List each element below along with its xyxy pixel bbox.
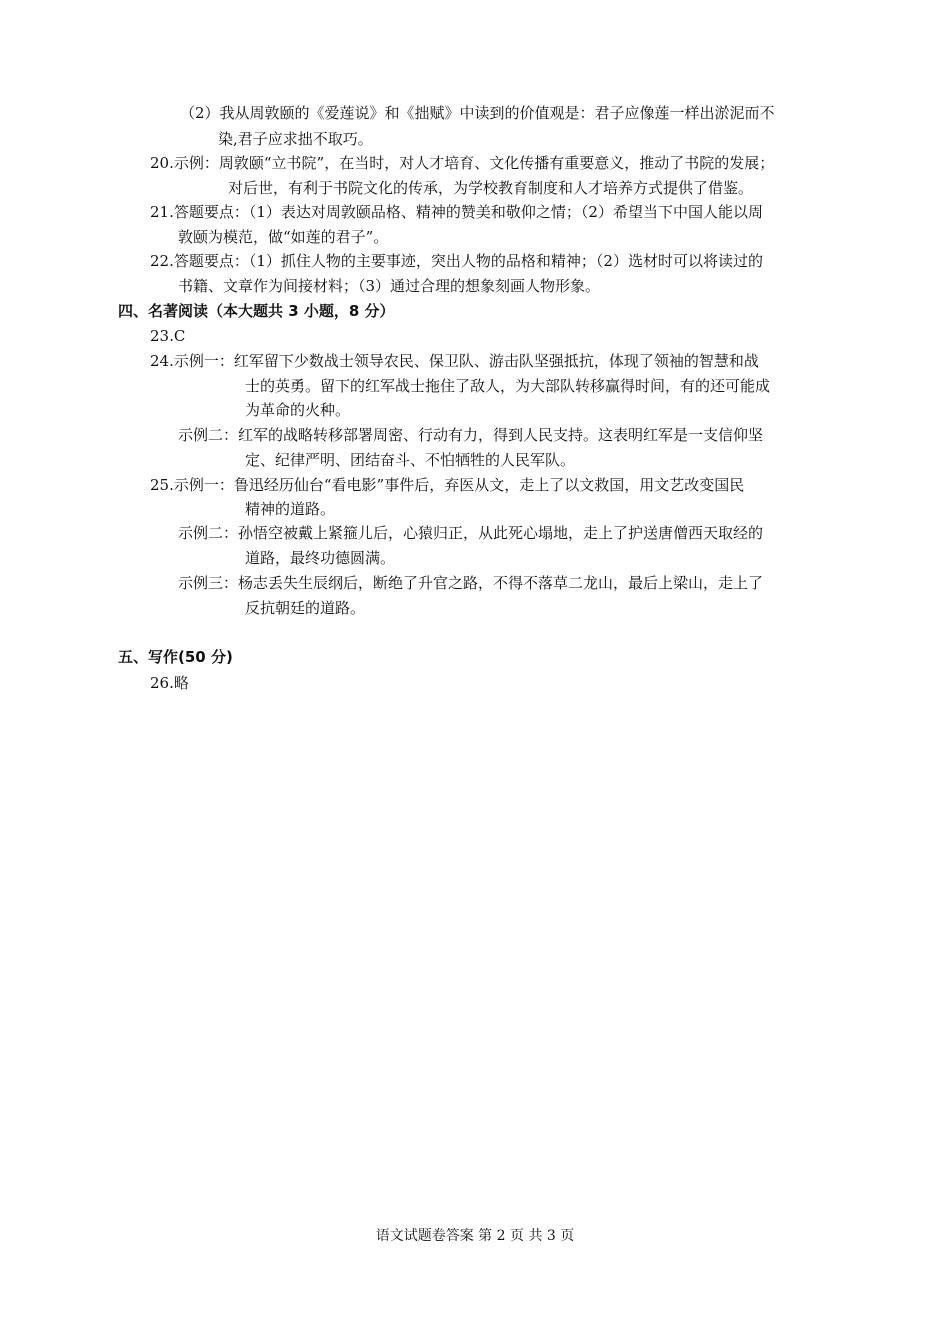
q24-example1-line1: 24.示例一：红军留下少数战士领导农民、保卫队、游击队坚强抵抗，体现了领袖的智慧和战 xyxy=(150,352,759,370)
section-5-heading: 五、写作(50 分) xyxy=(118,648,233,666)
q25-example2-line2: 道路，最终功德圆满。 xyxy=(245,549,396,567)
q20-line1: 20.示例：周敦颐“立书院”，在当时，对人才培育、文化传播有重要意义，推动了书院的发展； xyxy=(150,154,775,172)
q25-example2-line1: 示例二：孙悟空被戴上紧箍儿后，心猿归正，从此死心塌地，走上了护送唐僧西天取经的 xyxy=(178,524,764,542)
q23-answer: 23.C xyxy=(150,327,186,345)
q21-line1: 21.答题要点：（1）表达对周敦颐品格、精神的赞美和敬仰之情；（2）希望当下中国人能以周 xyxy=(150,203,763,221)
q24-example2-line2: 定、纪律严明、团结奋斗、不怕牺牲的人民军队。 xyxy=(245,451,576,469)
q25-example3-line1: 示例三：杨志丢失生辰纲后，断绝了升官之路，不得不落草二龙山，最后上梁山，走上了 xyxy=(178,574,764,592)
q25-example3-line2: 反抗朝廷的道路。 xyxy=(245,599,366,617)
q22-line2: 书籍、文章作为间接材料；（3）通过合理的想象刻画人物形象。 xyxy=(178,277,601,295)
q25-example1-line2: 精神的道路。 xyxy=(245,500,336,518)
q24-example2-line1: 示例二：红军的战略转移部署周密、行动有力，得到人民支持。这表明红军是一支信仰坚 xyxy=(178,426,764,444)
q26-answer: 26.略 xyxy=(150,674,189,692)
q25-example1-line1: 25.示例一：鲁迅经历仙台“看电影”事件后，弃医从文，走上了以文救国，用文艺改变国民 xyxy=(150,476,745,494)
q19-part2-line1: （2）我从周敦颐的《爱莲说》和《拙赋》中读到的价值观是：君子应像莲一样出淤泥而不 xyxy=(180,104,775,122)
q24-example1-line3: 为革命的火种。 xyxy=(245,401,351,419)
q19-part2-line2: 染,君子应求拙不取巧。 xyxy=(218,130,373,148)
page-footer: 语文试题卷答案 第 2 页 共 3 页 xyxy=(375,1228,575,1244)
q21-line2: 敦颐为模范，做“如莲的君子”。 xyxy=(178,228,389,246)
q22-line1: 22.答题要点：（1）抓住人物的主要事迹，突出人物的品格和精神；（2）选材时可以将读过的 xyxy=(150,252,763,270)
section-4-heading: 四、名著阅读（本大题共 3 小题，8 分） xyxy=(118,302,395,320)
q24-example1-line2: 士的英勇。留下的红军战士拖住了敌人，为大部队转移赢得时间，有的还可能成 xyxy=(245,377,771,395)
q20-line2: 对后世，有利于书院文化的传承，为学校教育制度和人才培养方式提供了借鉴。 xyxy=(228,179,754,197)
